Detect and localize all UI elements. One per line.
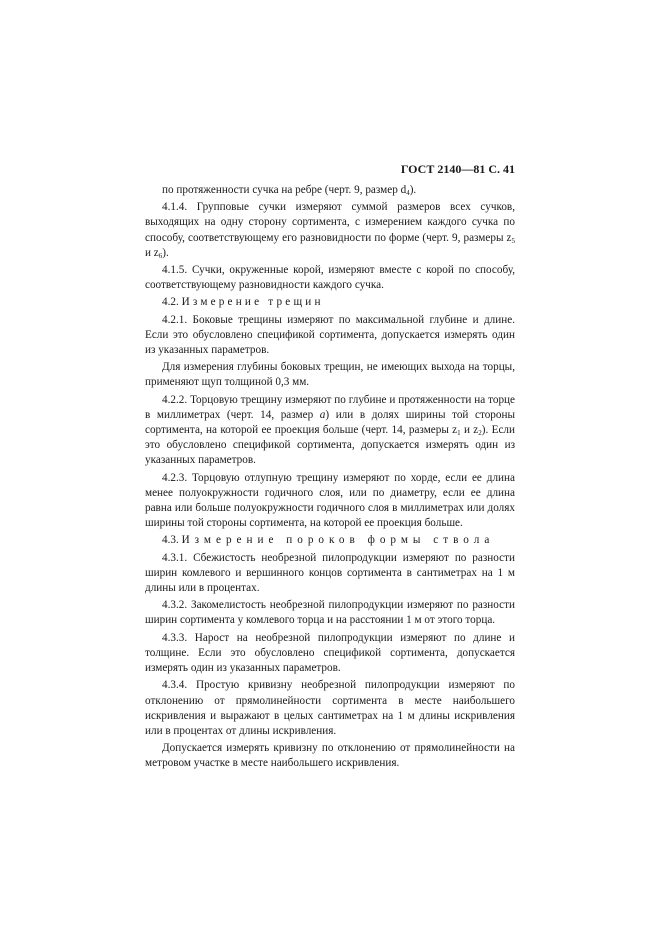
paragraph-4-1-4: 4.1.4. Групповые сучки измеряют суммой размеров всех сучков, выходящих на одну сторону сортимента, с измерением каждого сучка по способу, соответствующему его разновидности по форме (черт. 9, размеры $z_5$ и $z_6$). — [145, 201, 515, 260]
paragraph-4-3-1: 4.3.1. Сбежистость необрезной пилопродукции измеряют по разности ширин комлевого и вершинного концов сортимента в сантиметрах на 1 м длины или в процентах. — [145, 551, 515, 595]
section-heading-4-2: 4.2. Измерение трещин — [162, 296, 324, 309]
paragraph-side-crack-probe: Для измерения глубины боковых трещин, не имеющих выхода на торцы, применяют щуп толщиной 0,3 мм. — [145, 361, 515, 389]
paragraph-4-1-5: 4.1.5. Сучки, окруженные корой, измеряют вместе с корой по способу, соответствующему разновидности каждого сучка. — [145, 264, 515, 292]
paragraph-curvature-note: Допускается измерять кривизну по отклонению от прямолинейности на метровом участке в месте наибольшего искривления. — [145, 742, 515, 770]
paragraph-4-3-2: 4.3.2. Закомелистость необрезной пилопродукции измеряют по разности ширин сортимента у комлевого торца и на расстоянии 1 м от этого торца. — [145, 599, 515, 627]
paragraph-4-2-3: 4.2.3. Торцовую отлупную трещину измеряют по хорде, если ее длина менее полуокружности годичного слоя, или по диаметру, если ее длина равна или больше полуокружности годичного слоя в миллиметрах или долях ширины той стороны сортимента, на которой ее проекция больше. — [145, 471, 515, 530]
paragraph-4-3-3: 4.3.3. Нарост на необрезной пилопродукции измеряют по длине и толщине. Если это обусловлено спецификой сортимента, допускается измерять один из указанных параметров. — [145, 631, 515, 675]
section-heading-4-3: 4.3. Измерение пороков формы ствола — [162, 534, 495, 547]
paragraph-4-2-2: 4.2.2. Торцовую трещину измеряют по глубине и протяженности на торце в миллиметрах (черт. 14, размер a) или в долях ширины той стороны сортимента, на которой ее проекция больше (черт. 14, размеры $z_1$ и $z_2$). Если это обусловлено спецификой сортимента, допускается измерять один из указанных параметров. — [145, 393, 516, 467]
paragraph-4-3-4: 4.3.4. Простую кривизну необрезной пилопродукции измеряют по отклонению от прямолинейности сортимента в месте наибольшего искривления и выражают в целых сантиметрах на 1 м длины искривления или в процентах от длины искривления. — [145, 679, 515, 737]
document-body — [145, 183, 515, 774]
page-header: ГОСТ 2140—81 С. 41 — [400, 162, 515, 176]
paragraph-knot-edge-continuation: по протяженности сучка на ребре (черт. 9, размер $d_4$). — [162, 184, 417, 197]
paragraph-4-2-1: 4.2.1. Боковые трещины измеряют по максимальной глубине и длине. Если это обусловлено спецификой сортимента, допускается измерять один из указанных параметров. — [145, 313, 515, 357]
